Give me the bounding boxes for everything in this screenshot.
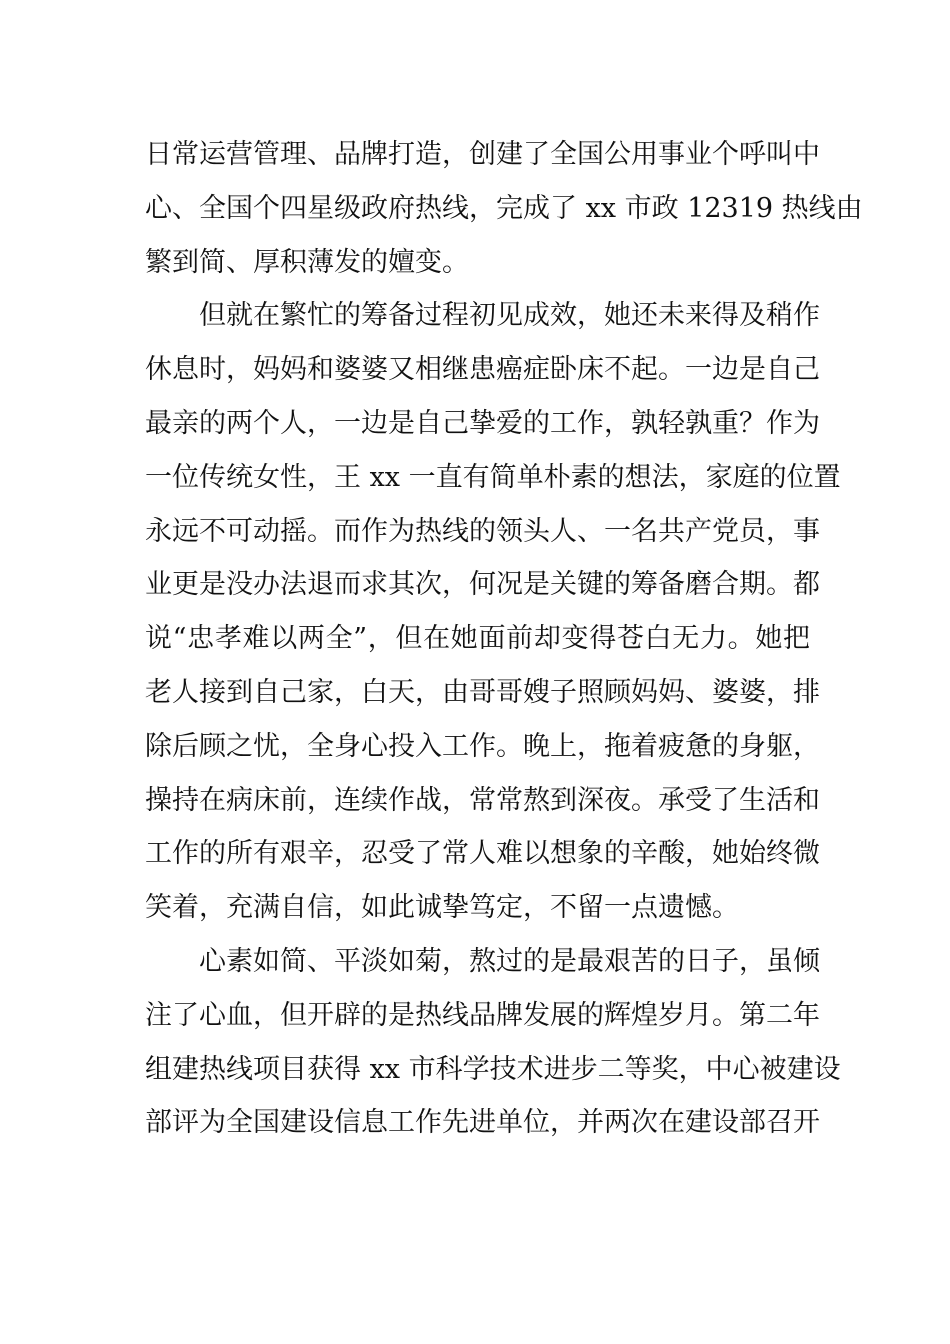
text-line: 永远不可动摇。而作为热线的领头人、一名共产党员，事: [145, 515, 820, 547]
text-line: 操持在病床前，连续作战，常常熬到深夜。承受了生活和: [145, 784, 820, 816]
text-line: 组建热线项目获得 xx 市科学技术进步二等奖，中心被建设: [145, 1053, 841, 1085]
text-line: 除后顾之忧，全身心投入工作。晚上，拖着疲惫的身躯，: [145, 730, 820, 762]
text-line: 但就在繁忙的筹备过程初见成效，她还未来得及稍作: [199, 300, 820, 332]
text-line: 老人接到自己家，白天，由哥哥嫂子照顾妈妈、婆婆，排: [145, 676, 820, 708]
text-line: 心、全国个四星级政府热线，完成了 xx 市政 12319 热线由: [145, 192, 863, 224]
text-line: 一位传统女性，王 xx 一直有简单朴素的想法，家庭的位置: [145, 461, 841, 493]
body-text: [145, 128, 863, 1150]
text-line: 工作的所有艰辛，忍受了常人难以想象的辛酸，她始终微: [145, 838, 820, 870]
text-line: 日常运营管理、品牌打造，创建了全国公用事业个呼叫中: [145, 139, 820, 170]
text-line: 业更是没办法退而求其次，何况是关键的筹备磨合期。都: [145, 569, 820, 601]
text-line: 休息时，妈妈和婆婆又相继患癌症卧床不起。一边是自己: [145, 354, 820, 386]
text-line: 部评为全国建设信息工作先进单位，并两次在建设部召开: [145, 1107, 820, 1139]
text-line: 心素如简、平淡如菊，熬过的是最艰苦的日子，虽倾: [199, 945, 820, 977]
text-line: 最亲的两个人，一边是自己挚爱的工作，孰轻孰重？作为: [145, 407, 820, 439]
text-line: 笑着，充满自信，如此诚挚笃定，不留一点遗憾。: [145, 892, 739, 924]
text-line: 繁到简、厚积薄发的嬗变。: [145, 246, 469, 278]
text-line: 说“忠孝难以两全”，但在她面前却变得苍白无力。她把: [145, 623, 810, 655]
text-line: 注了心血，但开辟的是热线品牌发展的辉煌岁月。第二年: [145, 999, 820, 1031]
